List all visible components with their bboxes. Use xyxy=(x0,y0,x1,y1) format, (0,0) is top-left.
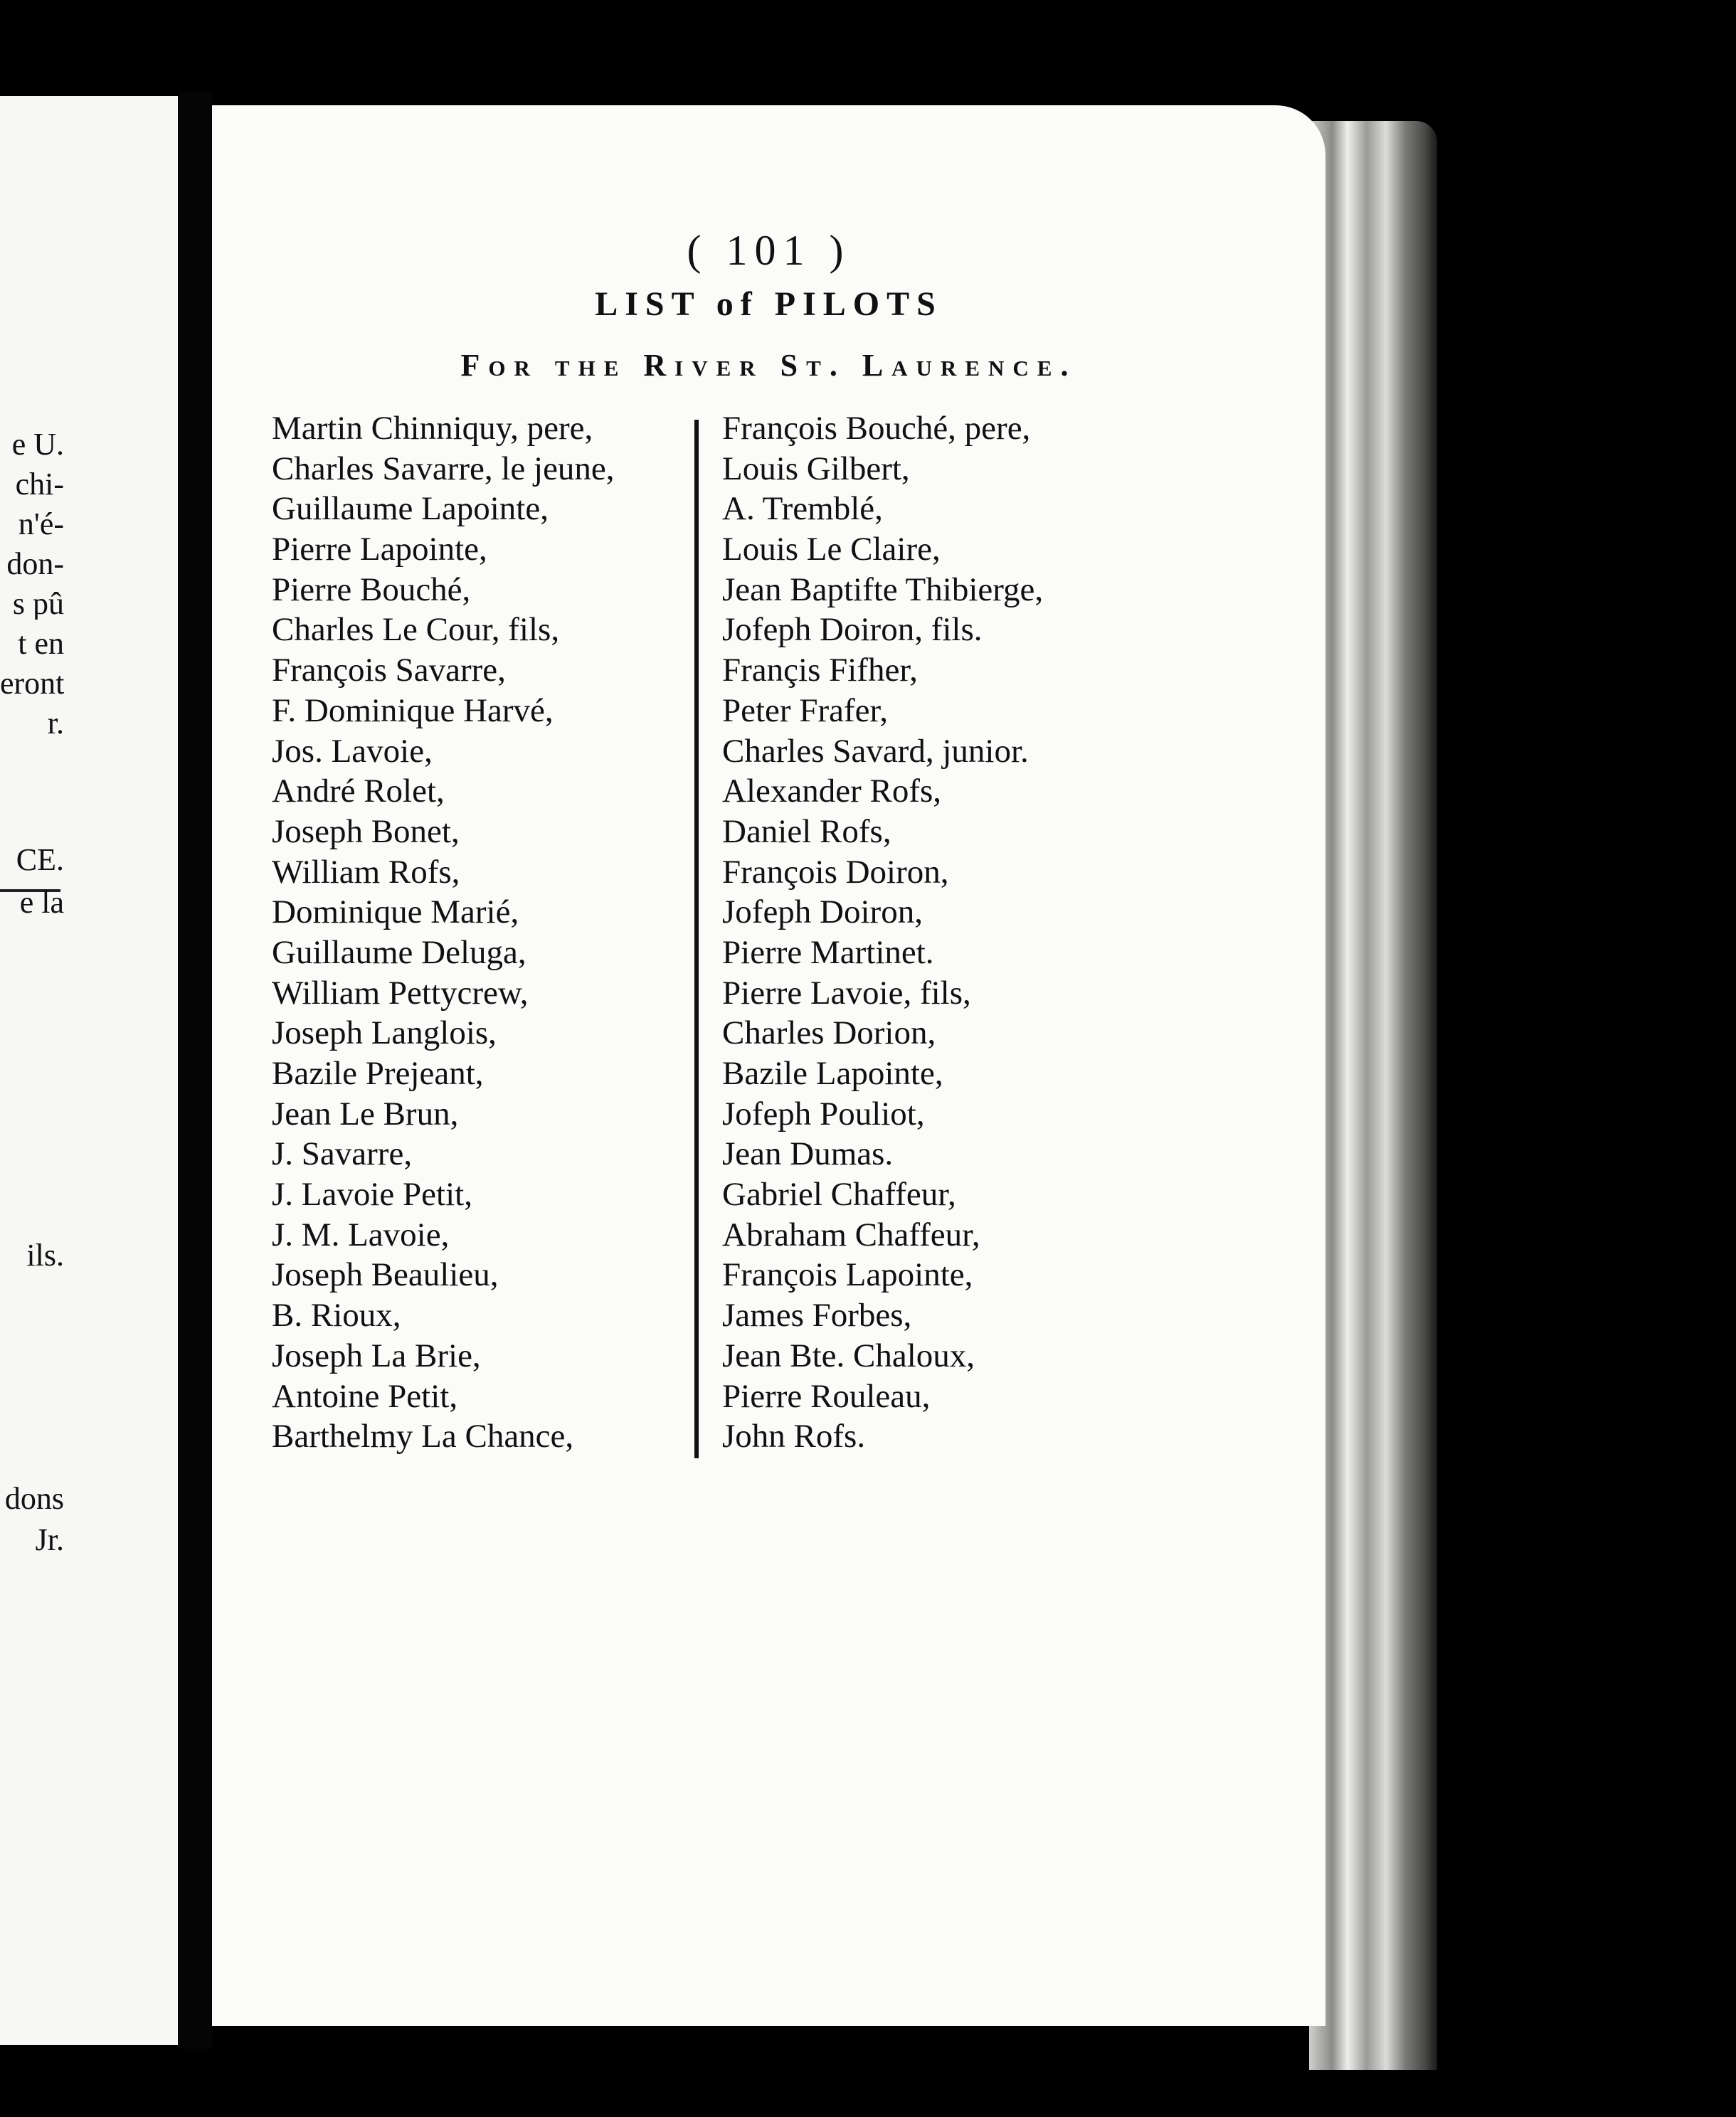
pilot-name: Jos. Lavoie, xyxy=(272,732,433,770)
pilot-name: Antoine Petit, xyxy=(272,1377,458,1415)
pilot-name: Daniel Rofs, xyxy=(722,812,891,850)
pilot-name: Pierre Bouché, xyxy=(272,571,471,608)
pilot-list-right xyxy=(722,408,1121,1457)
left-text-line: r. xyxy=(47,708,64,739)
pilot-name: Louis Gilbert, xyxy=(722,450,910,487)
pilot-name: Charles Le Cour, fils, xyxy=(272,611,560,649)
page-subtitle: For the River St. Laurence. xyxy=(460,348,1077,383)
pilot-name: Barthelmy La Chance, xyxy=(272,1418,574,1455)
left-text-line: chi- xyxy=(15,469,64,500)
pilot-name: B. Rioux, xyxy=(272,1297,401,1335)
pilot-name: Bazile Prejeant, xyxy=(272,1055,484,1092)
pilot-name: Pierre Lapointe, xyxy=(272,531,487,568)
page-edges xyxy=(1309,121,1437,2070)
left-text-line: n'é- xyxy=(18,509,64,540)
pilot-name: Pierre Martinet. xyxy=(722,933,934,971)
pilot-name: François Savarre, xyxy=(272,652,506,689)
left-text-line: CE. xyxy=(16,844,64,876)
page-number: ( 101 ) xyxy=(687,227,851,274)
pilot-name: Alexander Rofs, xyxy=(722,773,942,810)
pilot-name: J. Savarre, xyxy=(272,1135,413,1173)
pilot-name: William Rofs, xyxy=(272,853,460,891)
left-text-line: e U. xyxy=(11,429,64,460)
column-divider xyxy=(694,420,699,1458)
pilot-name: J. M. Lavoie, xyxy=(272,1216,450,1253)
pilot-name: François Bouché, pere, xyxy=(722,410,1031,447)
pilot-name: Jean Dumas. xyxy=(722,1135,894,1173)
pilot-name: Jofeph Doiron, xyxy=(722,893,923,931)
pilot-name: Jofeph Pouliot, xyxy=(722,1095,925,1132)
pilot-name: Guillaume Lapointe, xyxy=(272,490,549,528)
pilot-name: Jean Le Brun, xyxy=(272,1095,459,1132)
pilot-name: J. Lavoie Petit, xyxy=(272,1176,472,1214)
pilot-name: Peter Frafer, xyxy=(722,691,889,729)
pilot-name: Charles Dorion, xyxy=(722,1014,936,1052)
pilot-name: François Lapointe, xyxy=(722,1256,973,1294)
pilot-name: Jean Baptifte Thibierge, xyxy=(722,571,1044,608)
left-text-line: ils. xyxy=(26,1240,64,1271)
pilot-name: Joseph Beaulieu, xyxy=(272,1256,499,1294)
pilot-name: André Rolet, xyxy=(272,773,445,810)
pilot-name: Louis Le Claire, xyxy=(722,531,941,568)
pilot-name: Françis Fifher, xyxy=(722,652,918,689)
pilot-name: Jean Bte. Chaloux, xyxy=(722,1337,975,1374)
pilot-name: F. Dominique Harvé, xyxy=(272,691,554,729)
pilot-name: William Pettycrew, xyxy=(272,974,529,1012)
pilot-name: Martin Chinniquy, pere, xyxy=(272,410,593,447)
pilot-name: John Rofs. xyxy=(722,1418,866,1455)
pilot-name: Joseph Bonet, xyxy=(272,812,460,850)
pilot-name: Charles Savard, junior. xyxy=(722,732,1029,770)
pilot-name: Charles Savarre, le jeune, xyxy=(272,450,615,487)
previous-page-fragment xyxy=(0,96,178,2045)
pilot-name: Joseph Langlois, xyxy=(272,1014,497,1052)
pilot-name: A. Tremblé, xyxy=(722,490,883,528)
pilot-name: Joseph La Brie, xyxy=(272,1337,481,1374)
left-text-line: e la xyxy=(19,887,64,918)
left-text-line: eront xyxy=(0,668,64,699)
pilot-name: Pierre Rouleau, xyxy=(722,1377,931,1415)
pilot-name: James Forbes, xyxy=(722,1297,912,1335)
pilot-name: Bazile Lapointe, xyxy=(722,1055,943,1092)
left-text-line: don- xyxy=(6,548,64,580)
pilot-name: Gabriel Chaffeur, xyxy=(722,1176,956,1214)
pilot-name: Jofeph Doiron, fils. xyxy=(722,611,983,649)
pilot-name: Dominique Marié, xyxy=(272,893,519,931)
pilot-list-left xyxy=(272,408,670,1457)
left-text-line: s pû xyxy=(12,588,64,620)
pilot-name: Abraham Chaffeur, xyxy=(722,1216,980,1253)
page-title: LIST of PILOTS xyxy=(595,285,943,323)
left-text-line: dons xyxy=(4,1483,64,1514)
pilot-name: Pierre Lavoie, fils, xyxy=(722,974,971,1012)
book-gutter xyxy=(178,92,212,2049)
pilot-name: François Doiron, xyxy=(722,853,949,891)
left-text-line: t en xyxy=(18,628,64,659)
pilot-name: Guillaume Deluga, xyxy=(272,933,526,971)
left-text-line: Jr. xyxy=(35,1524,64,1556)
